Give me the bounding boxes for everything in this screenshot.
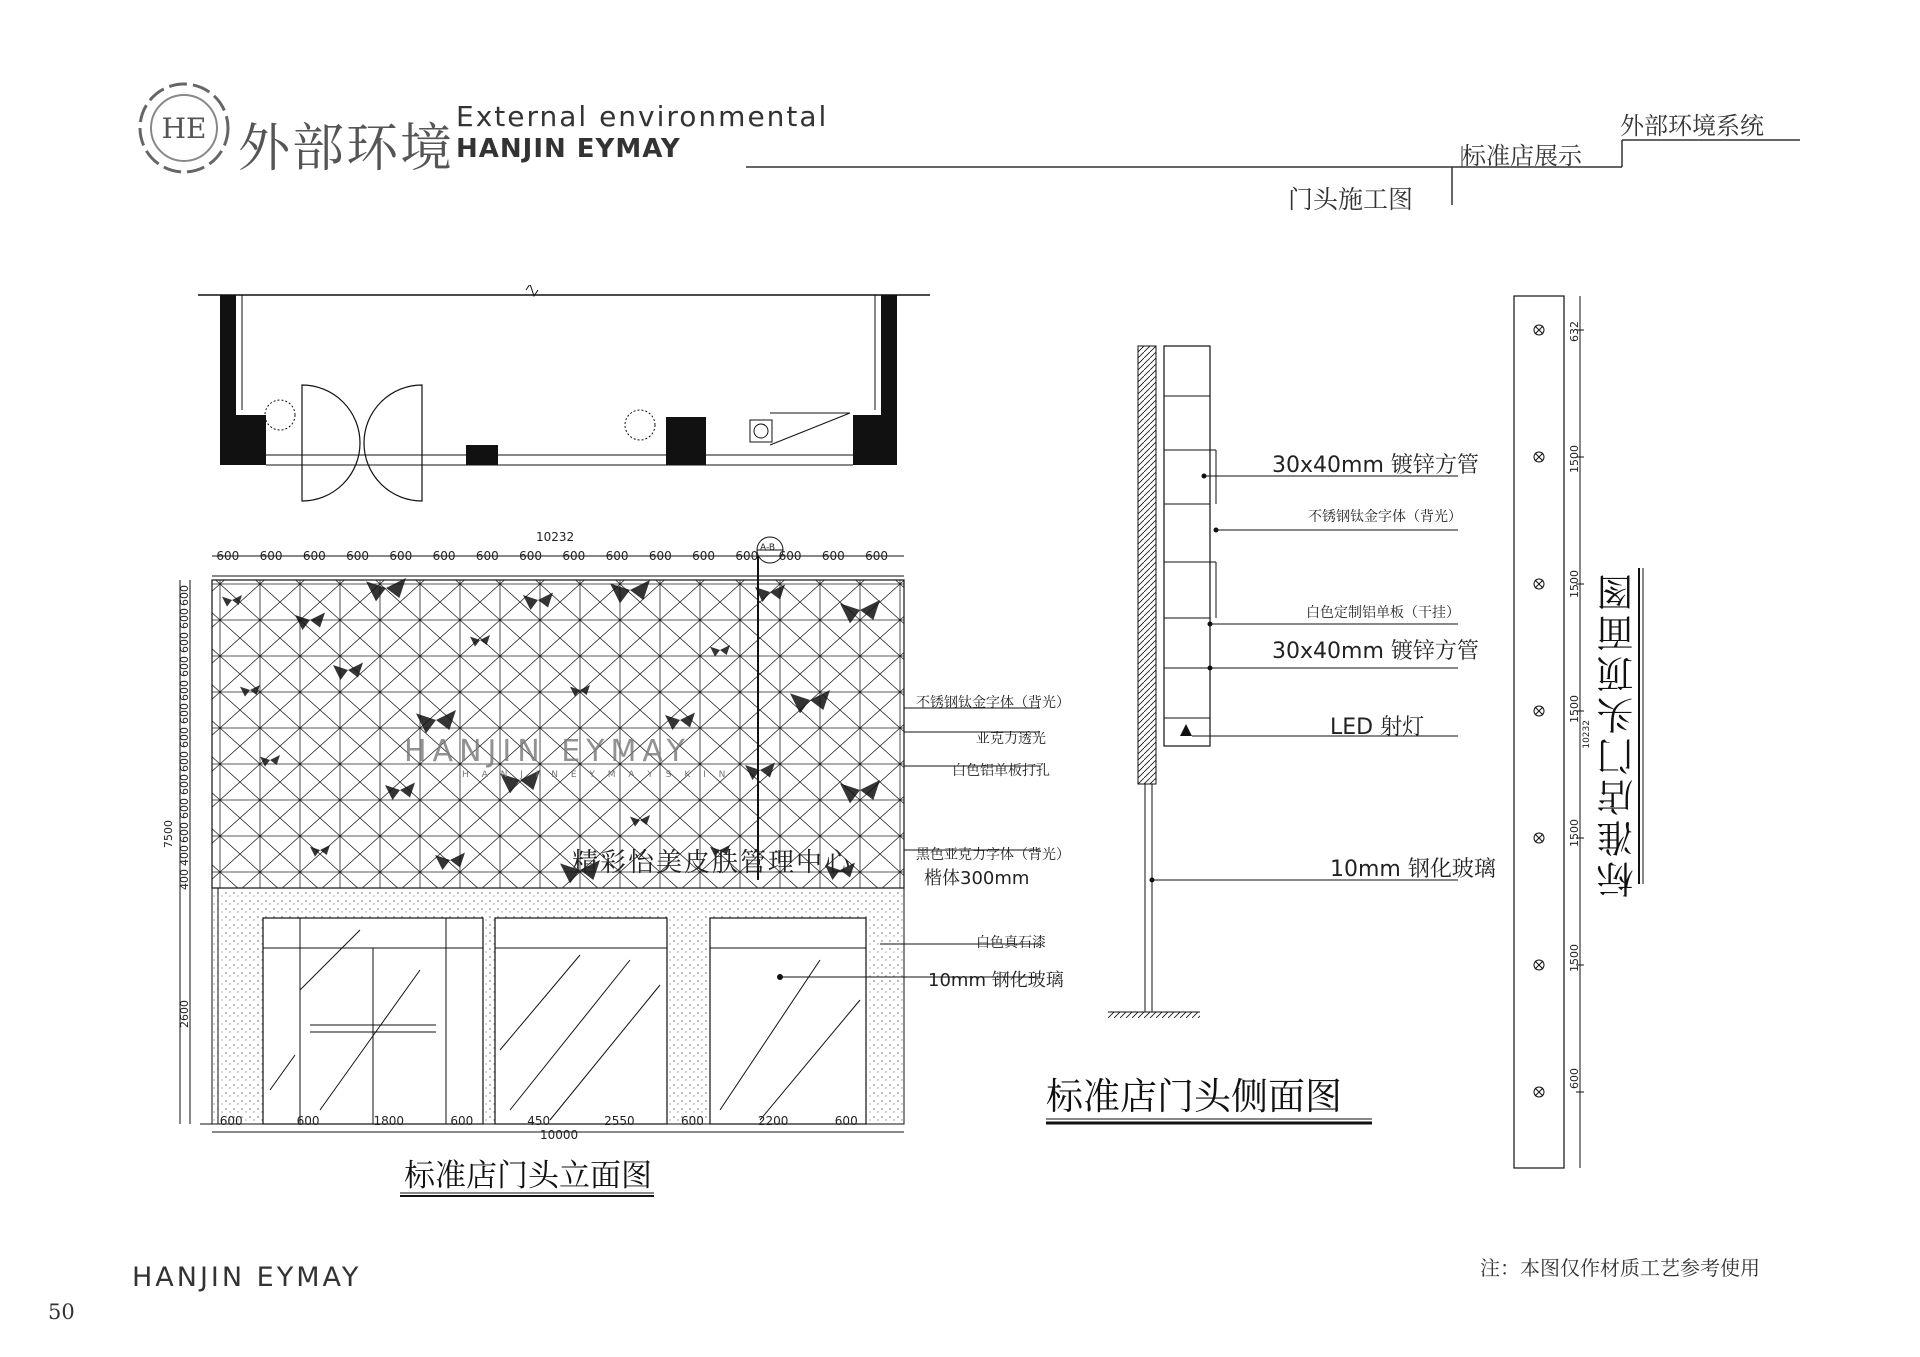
left-dim-value: 600 [178,821,191,843]
bottom-dim-value: 2200 [757,1114,789,1128]
side-label-tempered-glass: 10mm 钢化玻璃 [1330,857,1496,882]
top-dim-value: 600 [519,549,542,563]
side-section-drawing [1090,340,1470,1030]
elevation-title-underline [400,1192,660,1198]
footer-brand: HANJIN EYMAY [132,1262,362,1293]
top-dim-value: 600 [346,549,369,563]
elevation-left-dimensions [178,580,194,891]
elevation-total-width-top: 10232 [536,530,575,544]
elevation-total-width-bottom: 10000 [540,1128,579,1142]
top-dim-value: 600 [692,549,715,563]
label-aluminum-panel: 白色铝单板打孔 [952,763,1050,779]
svg-text:HE: HE [161,112,207,145]
side-title: 标准店门头侧面图 [1046,1075,1342,1118]
side-label-steel-tube-1: 30x40mm 镀锌方管 [1272,453,1479,478]
left-dim-value: 600 [178,655,191,677]
label-font-size: 楷体300mm [924,868,1030,889]
bottom-dim-value: 600 [219,1114,243,1128]
left-dim-value: 600 [178,750,191,772]
facade-logo-subtext: H A N J I N E Y M A Y S K I N [462,770,731,780]
left-dim-value: 600 [178,797,191,819]
page-number: 50 [48,1300,75,1324]
side-label-led: LED 射灯 [1330,715,1425,740]
store-sign-text: 精彩怡美皮肤管理中心 [572,848,853,878]
topview-dim-value: 1500 [1568,943,1581,972]
left-dim-value: 600 [178,774,191,796]
system-label: 外部环境系统 [1620,112,1764,140]
topview-dim-value: 1500 [1568,694,1581,723]
left-dim-value: 400 [178,869,191,891]
drawing-label: 门头施工图 [1288,185,1414,214]
footer-note: 注：本图仅作材质工艺参考使用 [1480,1256,1760,1280]
label-acrylic: 亚克力透光 [976,731,1046,747]
bottom-dim-value: 600 [834,1114,858,1128]
left-dim-value: 600 [178,608,191,630]
top-dim-value: 600 [821,549,845,563]
side-label-steel-tube-2: 30x40mm 镀锌方管 [1272,639,1479,664]
top-view-title: 标准店门头顶面图 [1597,570,1640,898]
top-dim-value: 600 [865,549,888,563]
elevation-total-height: 7500 [162,820,175,848]
elevation-lower-height: 2600 [178,1000,191,1028]
top-dim-value: 600 [735,549,759,563]
top-dim-value: 600 [475,549,499,563]
top-title-underline [1638,568,1646,888]
side-label-stainless-letters: 不锈钢钛金字体（背光） [1308,509,1462,525]
left-dim-value: 600 [178,584,191,606]
topview-dim-value: 1500 [1568,445,1581,474]
side-title-underline [1046,1118,1386,1126]
top-dim-value: 600 [389,549,413,563]
brand-chinese-name: 外部环境 [238,119,455,179]
top-dim-value: 600 [432,549,456,563]
left-dim-value: 600 [178,679,191,701]
top-dim-value: 600 [259,549,283,563]
top-dim-value: 600 [562,549,586,563]
side-label-aluminum-panel: 白色定制铝单板（干挂） [1306,605,1460,621]
left-dim-value: 600 [178,632,191,654]
left-dim-value: 400 [178,845,191,867]
top-dim-value: 600 [778,549,802,563]
bottom-dim-value: 600 [450,1114,474,1128]
label-tempered-glass: 10mm 钢化玻璃 [928,970,1064,991]
section-mark: A-B [760,543,776,553]
top-view-dimensions [1568,296,1582,1168]
facade-logo-text: HANJIN EYMAY [404,734,691,769]
topview-dim-value: 632 [1568,320,1581,342]
bottom-dim-value: 600 [681,1114,704,1128]
top-dim-value: 600 [648,549,672,563]
label-black-acrylic-letters: 黑色亚克力字体（背光） [916,847,1070,863]
label-stainless-letters: 不锈钢钛金字体（背光） [916,695,1070,711]
header-rules [0,0,1920,220]
top-dim-value: 600 [605,549,629,563]
top-dim-value: 600 [302,549,326,563]
elevation-title: 标准店门头立面图 [404,1158,652,1194]
bottom-dim-value: 450 [527,1114,551,1128]
brand-english-line1: External environmental [456,100,829,133]
elevation-top-dimensions [212,549,904,565]
topview-dim-value: 1500 [1568,570,1581,599]
brand-english-line2: HANJIN EYMAY [456,134,681,164]
top-dim-value: 600 [216,549,240,563]
top-view-total: 10232 [1582,720,1592,749]
label-stone-paint: 白色真石漆 [976,935,1046,951]
topview-dim-value: 1500 [1568,819,1581,848]
bottom-dim-value: 600 [296,1114,320,1128]
bottom-dim-value: 2550 [604,1114,635,1128]
elevation-drawing [160,530,1060,1150]
left-dim-value: 600 [178,703,191,725]
left-dim-value: 600 [178,726,191,748]
topview-dim-value: 600 [1568,1068,1581,1090]
section-label: 标准店展示 [1462,142,1582,170]
floor-plan-drawing [190,285,940,525]
bottom-dim-value: 1800 [373,1114,404,1128]
